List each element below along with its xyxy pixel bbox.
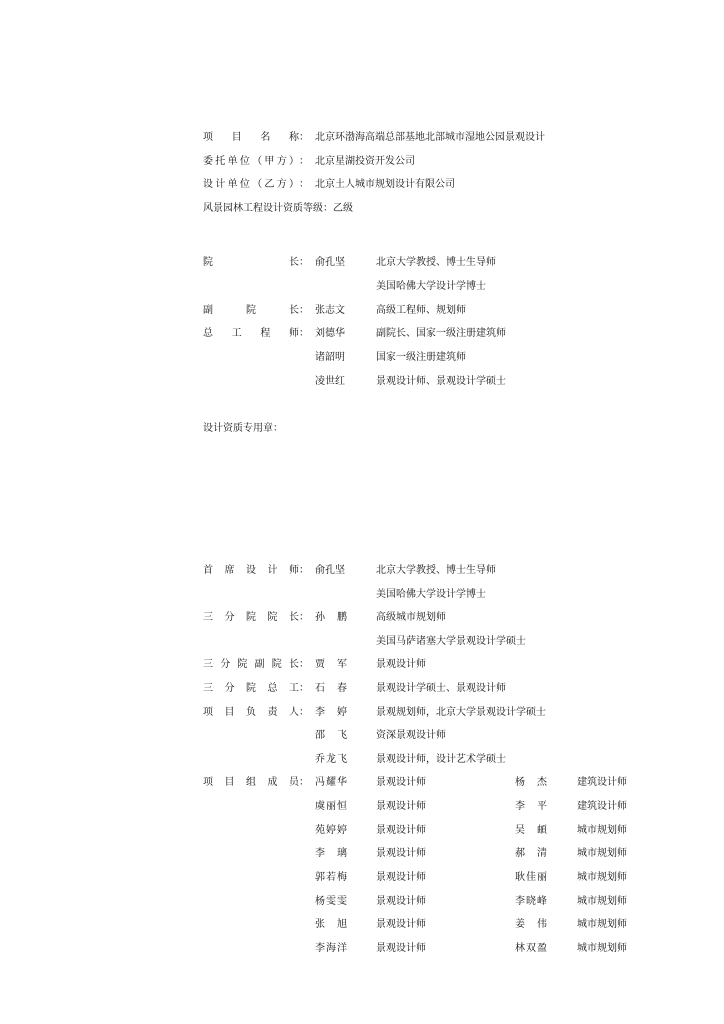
- member-name: 杨 雯 雯: [315, 896, 347, 907]
- branch-vice-dean-name: 贾 军: [315, 659, 347, 670]
- member-name: 姜 伟: [515, 919, 547, 930]
- member-role: 城市规划师: [577, 896, 627, 907]
- branch-vice-dean-desc: 景观设计师: [376, 659, 426, 670]
- vice-dean-label: 副 院 长: [203, 305, 299, 316]
- chief-designer-name: 俞孔坚: [315, 565, 345, 576]
- colon: ：: [299, 683, 309, 694]
- designer-label: 设 计 单 位 （ 乙 方 ）: [203, 179, 299, 190]
- member-role: 城市规划师: [577, 848, 627, 859]
- chief-engineer-name-1: 刘德华: [315, 328, 345, 339]
- member-name: 李 璃: [315, 848, 347, 859]
- branch-chief-label: 三 分 院 总 工: [203, 683, 299, 694]
- member-role: 景观设计师: [376, 896, 426, 907]
- dean-desc-2: 美国哈佛大学设计学博士: [376, 281, 486, 292]
- colon: ：: [299, 565, 309, 576]
- branch-vice-dean-label: 三 分 院 副 院 长: [203, 659, 299, 670]
- member-name: 李 平: [515, 801, 547, 812]
- branch-dean-desc-2: 美国马萨诸塞大学景观设计学硕士: [376, 636, 526, 647]
- chief-engineer-desc-3: 景观设计师、景观设计学硕士: [376, 376, 506, 387]
- vice-dean-name: 张志文: [315, 305, 345, 316]
- member-name: 郭 若 梅: [315, 872, 347, 883]
- client-value: 北京星湖投资开发公司: [315, 156, 415, 167]
- branch-dean-label: 三 分 院 院 长: [203, 612, 299, 623]
- member-role: 建筑设计师: [577, 801, 627, 812]
- chief-designer-label: 首 席 设 计 师: [203, 565, 299, 576]
- member-name: 虞 丽 恒: [315, 801, 347, 812]
- chief-engineer-name-2: 诸韶明: [315, 352, 345, 363]
- project-manager-name-2: 邵 飞: [315, 730, 347, 741]
- member-role: 景观设计师: [376, 801, 426, 812]
- member-name: 张 旭: [315, 919, 347, 930]
- team-members-label: 项 目 组 成 员: [203, 777, 299, 788]
- colon: ：: [299, 328, 309, 339]
- member-role: 景观设计师: [376, 777, 426, 788]
- member-name: 郝 清: [515, 848, 547, 859]
- branch-chief-desc: 景观设计学硕士、景观设计师: [376, 683, 506, 694]
- member-role: 城市规划师: [577, 943, 627, 954]
- colon: ：: [299, 132, 309, 143]
- qualification-line: 风景园林工程设计资质等级：乙级: [203, 203, 353, 214]
- branch-dean-name: 孙 鹏: [315, 612, 347, 623]
- chief-designer-desc-2: 美国哈佛大学设计学博士: [376, 589, 486, 600]
- project-manager-name-3: 乔 龙 飞: [315, 754, 347, 765]
- project-name-label: 项 目 名 称: [203, 132, 299, 143]
- branch-chief-name: 石 春: [315, 683, 347, 694]
- member-name: 杨 杰: [515, 777, 547, 788]
- colon: ：: [299, 179, 309, 190]
- project-manager-label: 项 目 负 责 人: [203, 707, 299, 718]
- colon: ：: [299, 659, 309, 670]
- member-role: 景观设计师: [376, 872, 426, 883]
- project-name-value: 北京环渤海高端总部基地北部城市湿地公园景观设计: [315, 132, 545, 143]
- member-role: 景观设计师: [376, 943, 426, 954]
- seal-label: 设计资质专用章：: [203, 423, 283, 434]
- member-role: 景观设计师: [376, 848, 426, 859]
- designer-value: 北京土人城市规划设计有限公司: [315, 179, 455, 190]
- colon: ：: [299, 612, 309, 623]
- member-role: 建筑设计师: [577, 777, 627, 788]
- colon: ：: [299, 156, 309, 167]
- member-role: 城市规划师: [577, 919, 627, 930]
- client-label: 委 托 单 位 （ 甲 方 ）: [203, 156, 299, 167]
- colon: ：: [299, 305, 309, 316]
- project-manager-desc-3: 景观设计师，设计艺术学硕士: [376, 754, 506, 765]
- vice-dean-desc: 高级工程师、规划师: [376, 305, 466, 316]
- chief-engineer-name-3: 凌世红: [315, 376, 345, 387]
- project-manager-name-1: 李 婷: [315, 707, 347, 718]
- chief-engineer-desc-2: 国家一级注册建筑师: [376, 352, 466, 363]
- chief-designer-desc-1: 北京大学教授、博士生导师: [376, 565, 496, 576]
- chief-engineer-label: 总 工 程 师: [203, 328, 299, 339]
- member-name: 苑 婷 婷: [315, 825, 347, 836]
- member-role: 景观设计师: [376, 825, 426, 836]
- dean-desc-1: 北京大学教授、博士生导师: [376, 257, 496, 268]
- member-role: 景观设计师: [376, 919, 426, 930]
- member-name: 冯 耀 华: [315, 777, 347, 788]
- colon: ：: [299, 707, 309, 718]
- colon: ：: [299, 777, 309, 788]
- member-role: 城市规划师: [577, 825, 627, 836]
- member-name: 林 双 盈: [515, 943, 547, 954]
- member-name: 耿 佳 丽: [515, 872, 547, 883]
- colon: ：: [299, 257, 309, 268]
- project-manager-desc-1: 景观规划师，北京大学景观设计学硕士: [376, 707, 546, 718]
- dean-label: 院 长: [203, 257, 299, 268]
- member-name: 李 晓 峰: [515, 896, 547, 907]
- member-role: 城市规划师: [577, 872, 627, 883]
- dean-name: 俞孔坚: [315, 257, 345, 268]
- chief-engineer-desc-1: 副院长、国家一级注册建筑师: [376, 328, 506, 339]
- branch-dean-desc-1: 高级城市规划师: [376, 612, 446, 623]
- member-name: 李 海 洋: [315, 943, 347, 954]
- project-manager-desc-2: 资深景观设计师: [376, 730, 446, 741]
- member-name: 吴 頔: [515, 825, 547, 836]
